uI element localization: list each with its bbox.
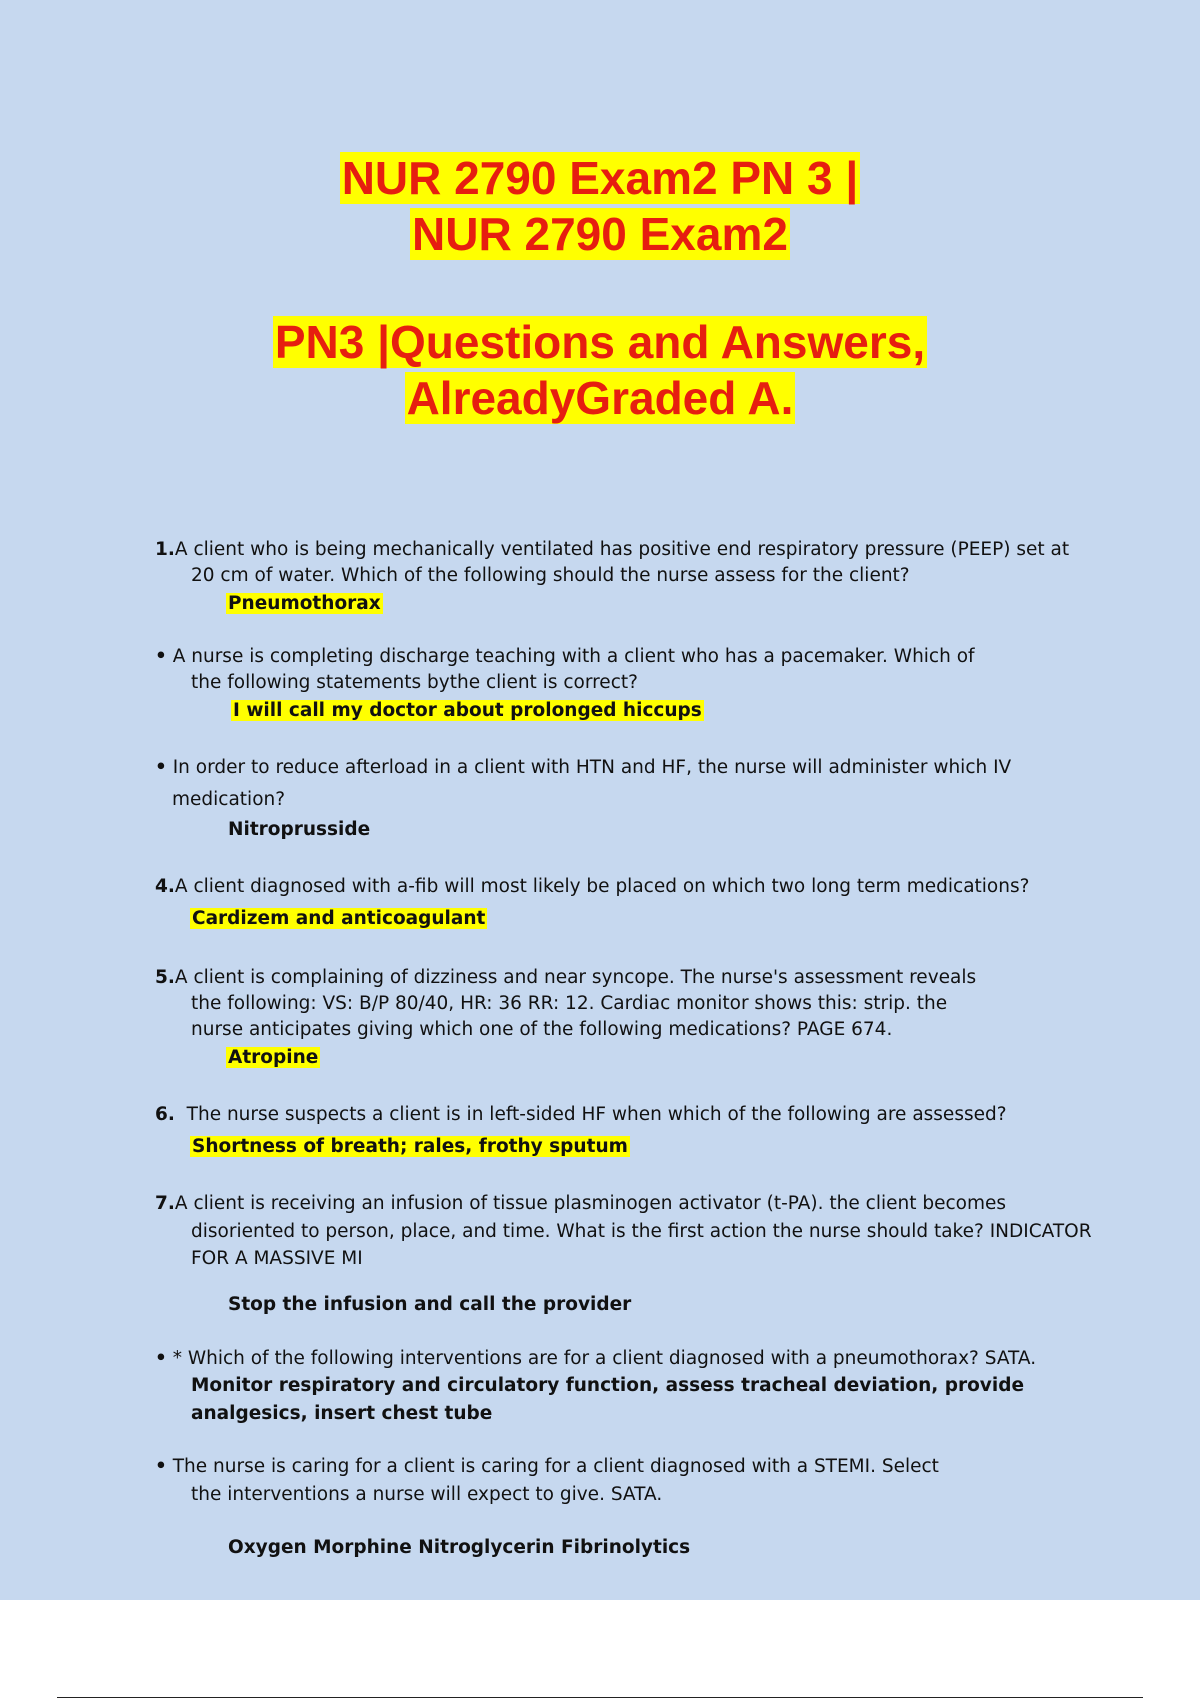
- title-line-1: NUR 2790 Exam2 PN 3 |: [341, 152, 859, 204]
- answer-5: Atropine: [228, 1047, 319, 1068]
- question-4-line-1: 4.A client diagnosed with a-fib will most likely be placed on which two long term medications?: [155, 876, 1030, 897]
- question-7-line-3: FOR A MASSIVE MI: [191, 1248, 363, 1269]
- title-line-2: NUR 2790 Exam2: [412, 208, 788, 260]
- answer-4: Cardizem and anticoagulant: [192, 908, 486, 929]
- question-2-line-1: • A nurse is completing discharge teaching with a client who has a pacemaker. Which of: [155, 646, 975, 667]
- answer-7: Stop the infusion and call the provider: [228, 1294, 632, 1315]
- question-7-line-2: disoriented to person, place, and time. What is the first action the nurse should take? INDICATOR: [191, 1221, 1092, 1242]
- question-6-line-1: 6. The nurse suspects a client is in left-sided HF when which of the following are assessed?: [155, 1104, 1007, 1125]
- answer-9: Oxygen Morphine Nitroglycerin Fibrinolytics: [228, 1537, 691, 1558]
- answer-1: Pneumothorax: [228, 593, 381, 614]
- question-2-line-2: the following statements bythe client is correct?: [191, 672, 638, 693]
- question-1-line-2: 20 cm of water. Which of the following should the nurse assess for the client?: [191, 565, 910, 586]
- answer-3: Nitroprusside: [228, 819, 371, 840]
- question-1-line-1: 1.A client who is being mechanically ventilated has positive end respiratory pressure (PEEP) set at: [155, 539, 1070, 560]
- title-line-3: PN3 |Questions and Answers,: [274, 316, 926, 368]
- answer-8-line-1: Monitor respiratory and circulatory function, assess tracheal deviation, provide: [191, 1375, 1024, 1396]
- answer-6: Shortness of breath; rales, frothy sputum: [192, 1136, 628, 1157]
- document-title: [0, 150, 1200, 426]
- question-8-line-1: • * Which of the following interventions are for a client diagnosed with a pneumothorax? SATA.: [155, 1348, 1037, 1369]
- question-3-line-1: • In order to reduce afterload in a client with HTN and HF, the nurse will administer which IV: [155, 757, 1012, 778]
- question-5-line-2: the following: VS: B/P 80/40, HR: 36 RR: 12. Cardiac monitor shows this: strip. the: [191, 993, 948, 1014]
- answer-8-line-2: analgesics, insert chest tube: [191, 1403, 493, 1424]
- question-9-line-1: • The nurse is caring for a client is caring for a client diagnosed with a STEMI. Select: [155, 1456, 939, 1477]
- question-5-line-3: nurse anticipates giving which one of the following medications? PAGE 674.: [191, 1019, 893, 1040]
- question-7-line-1: 7.A client is receiving an infusion of tissue plasminogen activator (t-PA). the client becomes: [155, 1193, 1007, 1214]
- title-line-4: AlreadyGraded A.: [406, 372, 794, 424]
- question-3-line-2: medication?: [172, 789, 286, 810]
- question-9-line-2: the interventions a nurse will expect to give. SATA.: [191, 1484, 663, 1505]
- answer-2: I will call my doctor about prolonged hiccups: [233, 700, 702, 721]
- footer-divider: [57, 1697, 1143, 1698]
- question-5-line-1: 5.A client is complaining of dizziness and near syncope. The nurse's assessment reveals: [155, 967, 977, 988]
